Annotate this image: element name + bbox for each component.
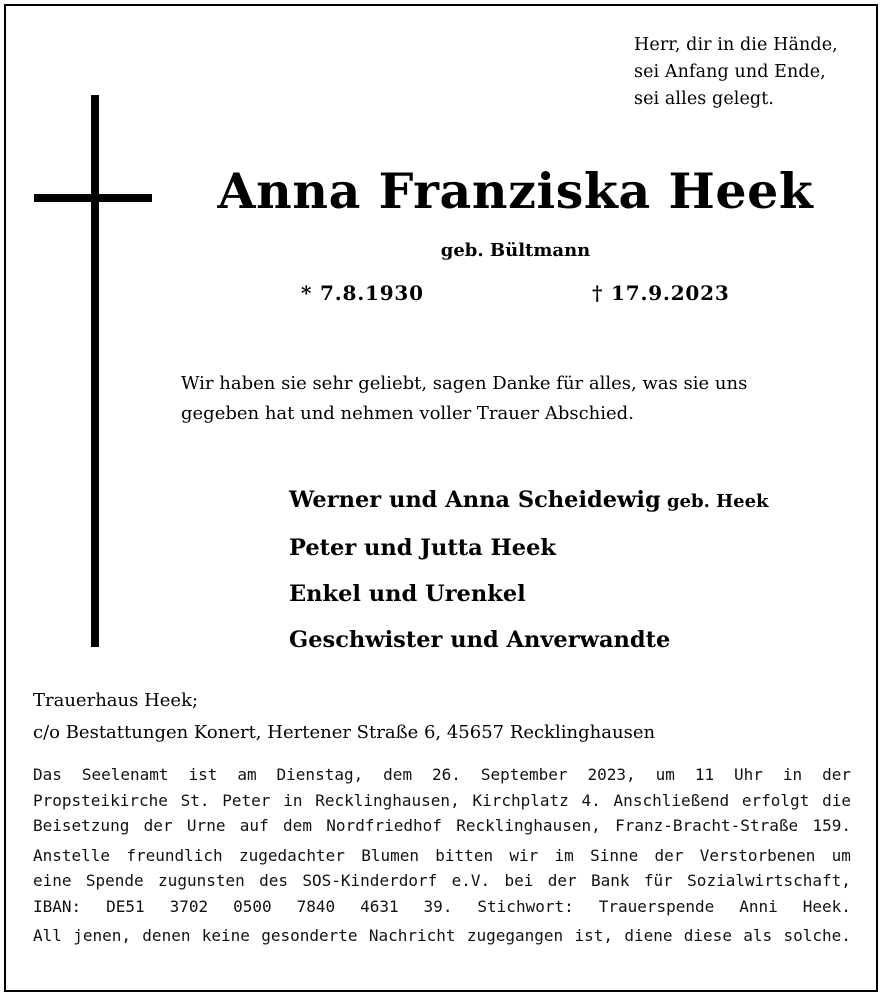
word: ist <box>188 765 218 784</box>
word: SOS-Kinderdorf <box>302 871 438 890</box>
birth-name: geb. Bültmann <box>440 240 591 261</box>
word: Kirchplatz <box>472 790 569 810</box>
word: dem <box>283 816 312 835</box>
word: eine <box>33 871 72 890</box>
word: Seelenamt <box>81 765 169 784</box>
farewell-message <box>181 369 747 429</box>
word: diene <box>624 926 673 945</box>
word: Recklinghausen, <box>315 790 460 810</box>
word: um <box>655 765 675 784</box>
word: 7840 <box>296 896 336 916</box>
death-date: † 17.9.2023 <box>592 281 730 305</box>
word: bitten <box>435 845 494 865</box>
mourner-name: Werner und Anna Scheidewig <box>289 487 661 513</box>
word: keine <box>201 926 250 945</box>
verse-line: Herr, dir in die Hände, <box>634 35 838 55</box>
word: die <box>822 790 851 810</box>
word: dem <box>383 765 413 784</box>
word: des <box>259 871 289 890</box>
word: Stichwort: <box>477 896 574 916</box>
word: im <box>554 845 574 865</box>
word: Sozialwirtschaft, <box>687 871 851 890</box>
word: zugedachter <box>238 845 345 865</box>
word: Sinne <box>590 845 639 865</box>
mourner-name: Peter und Jutta Heek <box>289 535 556 561</box>
service-line <box>33 813 851 839</box>
donation-line <box>33 868 851 894</box>
service-line <box>33 762 851 788</box>
word: Blumen <box>361 845 419 865</box>
donation-line <box>33 843 851 869</box>
mourning-house <box>33 685 655 749</box>
word: Recklinghausen, <box>456 816 601 835</box>
house-address: c/o Bestattungen Konert, Hertener Straße 6, 45657 Recklinghausen <box>33 722 656 743</box>
birth-date: * 7.8.1930 <box>301 281 424 305</box>
verse-line: sei alles gelegt. <box>634 89 775 109</box>
word: 26. <box>432 765 461 784</box>
mourner-suffix: geb. Heek <box>660 491 769 512</box>
word: gesonderte <box>261 926 358 945</box>
word: am <box>237 765 257 784</box>
word: der <box>822 765 851 784</box>
word: Anni <box>739 896 778 916</box>
mourner-entry <box>289 571 769 617</box>
verse-line: sei Anfang und Ende, <box>634 62 826 82</box>
word: diese <box>683 926 732 945</box>
closing-line <box>33 923 851 949</box>
word: solche. <box>783 926 851 945</box>
word: zugegangen <box>466 926 564 945</box>
word: 2023, <box>587 765 636 784</box>
word: als <box>743 926 773 945</box>
service-details <box>33 762 851 949</box>
word: für <box>643 871 673 890</box>
word: auf <box>239 816 269 835</box>
word: ist, <box>574 926 614 945</box>
mourner-entry <box>289 617 769 663</box>
word: 3702 <box>169 896 209 916</box>
word: der <box>654 845 684 865</box>
word: Trauerspende <box>598 896 715 916</box>
word: Propsteikirche <box>33 790 168 810</box>
word: St. <box>180 790 210 810</box>
word: Bank <box>591 871 630 890</box>
word: 11 <box>694 765 715 784</box>
word: jenen, <box>73 926 131 945</box>
mourner-entry <box>289 525 769 571</box>
message-line: Wir haben sie sehr geliebt, sagen Danke für alles, was sie uns <box>181 373 748 394</box>
word: Anschließend <box>613 790 730 810</box>
word: in <box>283 790 303 810</box>
word: Spende <box>85 871 144 890</box>
word: in <box>782 765 803 784</box>
word: DE51 <box>106 896 145 916</box>
word: All <box>33 926 62 945</box>
word: wir <box>509 845 539 865</box>
word: Anstelle <box>33 845 111 865</box>
word: Nordfriedhof <box>326 816 442 835</box>
word: 4. <box>581 790 601 810</box>
word: 0500 <box>233 896 272 916</box>
word: Urne <box>186 816 226 835</box>
mourner-name: Geschwister und Anverwandte <box>289 627 671 653</box>
word: 4631 <box>360 896 399 916</box>
word: Das <box>33 765 62 784</box>
word: bei <box>504 871 534 890</box>
word: Beisetzung <box>33 816 130 835</box>
word: zugunsten <box>158 871 245 890</box>
word: der <box>143 816 173 835</box>
word: Verstorbenen <box>699 845 816 865</box>
word: 39. <box>423 896 453 916</box>
word: Uhr <box>734 765 763 784</box>
word: Franz-Bracht-Straße <box>615 816 799 835</box>
word: 159. <box>812 816 851 835</box>
mourners-list <box>289 477 769 663</box>
word: erfolgt <box>741 790 810 810</box>
word: Dienstag, <box>276 765 364 784</box>
word: Nachricht <box>368 926 456 945</box>
word: der <box>547 871 577 890</box>
donation-line <box>33 894 851 920</box>
mourner-name: Enkel und Urenkel <box>289 581 526 607</box>
message-line: gegeben hat und nehmen voller Trauer Abschied. <box>181 403 634 424</box>
word: denen <box>142 926 191 945</box>
bible-verse <box>634 32 838 113</box>
word: freundlich <box>126 845 223 865</box>
word: um <box>831 845 851 865</box>
deceased-name: Anna Franziska Heek <box>217 162 814 220</box>
mourner-entry <box>289 477 769 525</box>
word: September <box>480 765 568 784</box>
word: e.V. <box>451 871 491 890</box>
house-title: Trauerhaus Heek; <box>33 690 199 711</box>
word: Peter <box>222 790 271 810</box>
service-line <box>33 788 851 814</box>
word: Heek. <box>802 896 851 916</box>
word: IBAN: <box>33 896 82 916</box>
